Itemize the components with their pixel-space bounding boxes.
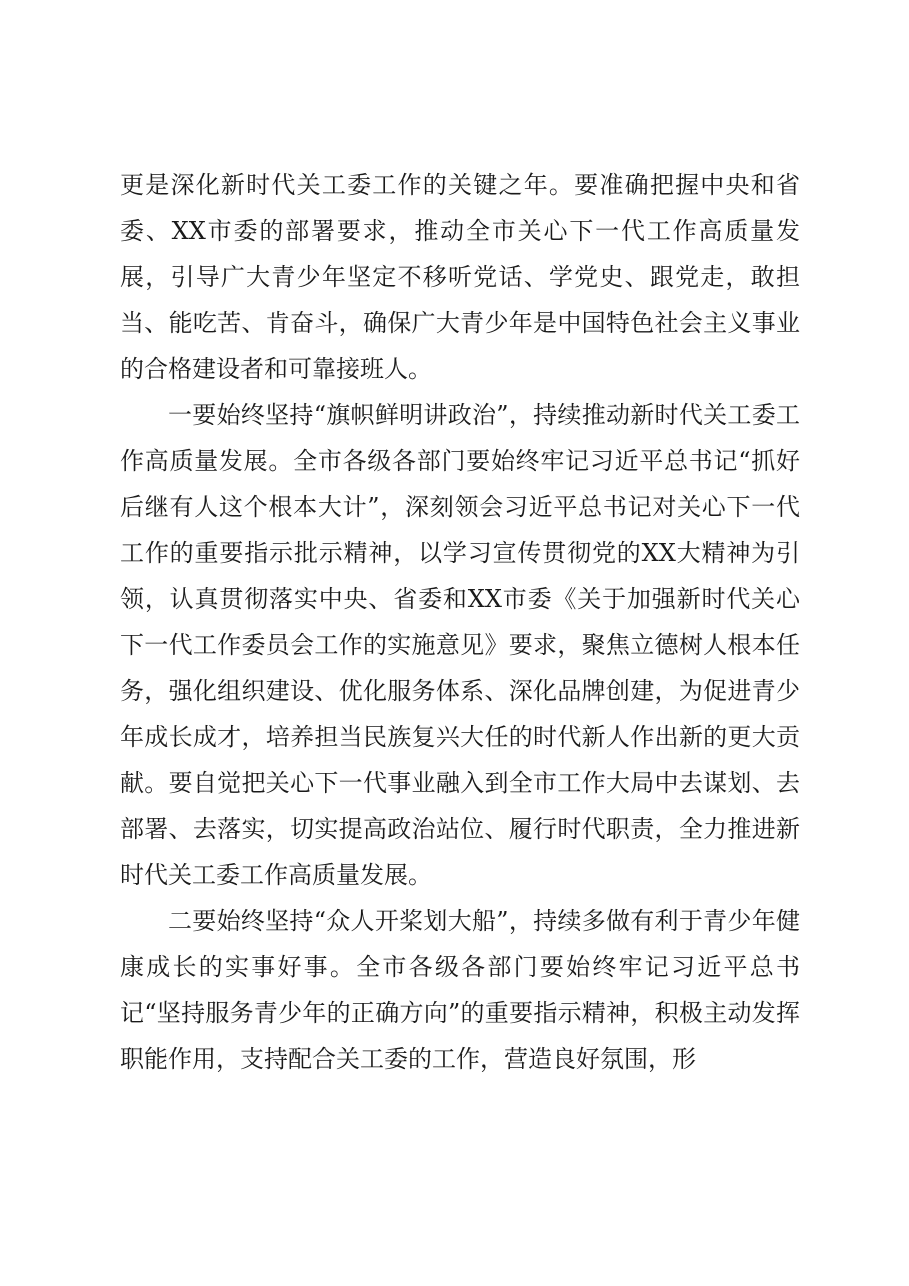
- paragraph-point-two: 二要始终坚持“众人开桨划大船”，持续多做有利于青少年健康成长的实事好事。全市各级各部门要始终牢记习近平总书记“坚持服务青少年的正确方向”的重要指示精神，积极主动发挥职能作用，支持配合关工委的工作，营造良好氛围，形: [120, 907, 800, 1073]
- document-body: [120, 162, 800, 1082]
- paragraph-point-one: 一要始终坚持“旗帜鲜明讲政治”，持续推动新时代关工委工作高质量发展。全市各级各部门要始终牢记习近平总书记“抓好后继有人这个根本大计”，深刻领会习近平总书记对关心下一代工作的重要指示批示精神，以学习宣传贯彻党的XX大精神为引领，认真贯彻落实中央、省委和XX市委《关于加强新时代关心下一代工作委员会工作的实施意见》要求，聚焦立德树人根本任务，强化组织建设、优化服务体系、深化品牌创建，为促进青少年成长成才，培养担当民族复兴大任的时代新人作出新的更大贡献。要自觉把关心下一代事业融入到全市工作大局中去谋划、去部署、去落实，切实提高政治站位、履行时代职责，全力推进新时代关工委工作高质量发展。: [120, 401, 800, 889]
- paragraph-continuation: 更是深化新时代关工委工作的关键之年。要准确把握中央和省委、XX市委的部署要求，推动全市关心下一代工作高质量发展，引导广大青少年坚定不移听党话、学党史、跟党走，敢担当、能吃苦、肯奋斗，确保广大青少年是中国特色社会主义事业的合格建设者和可靠接班人。: [120, 171, 800, 383]
